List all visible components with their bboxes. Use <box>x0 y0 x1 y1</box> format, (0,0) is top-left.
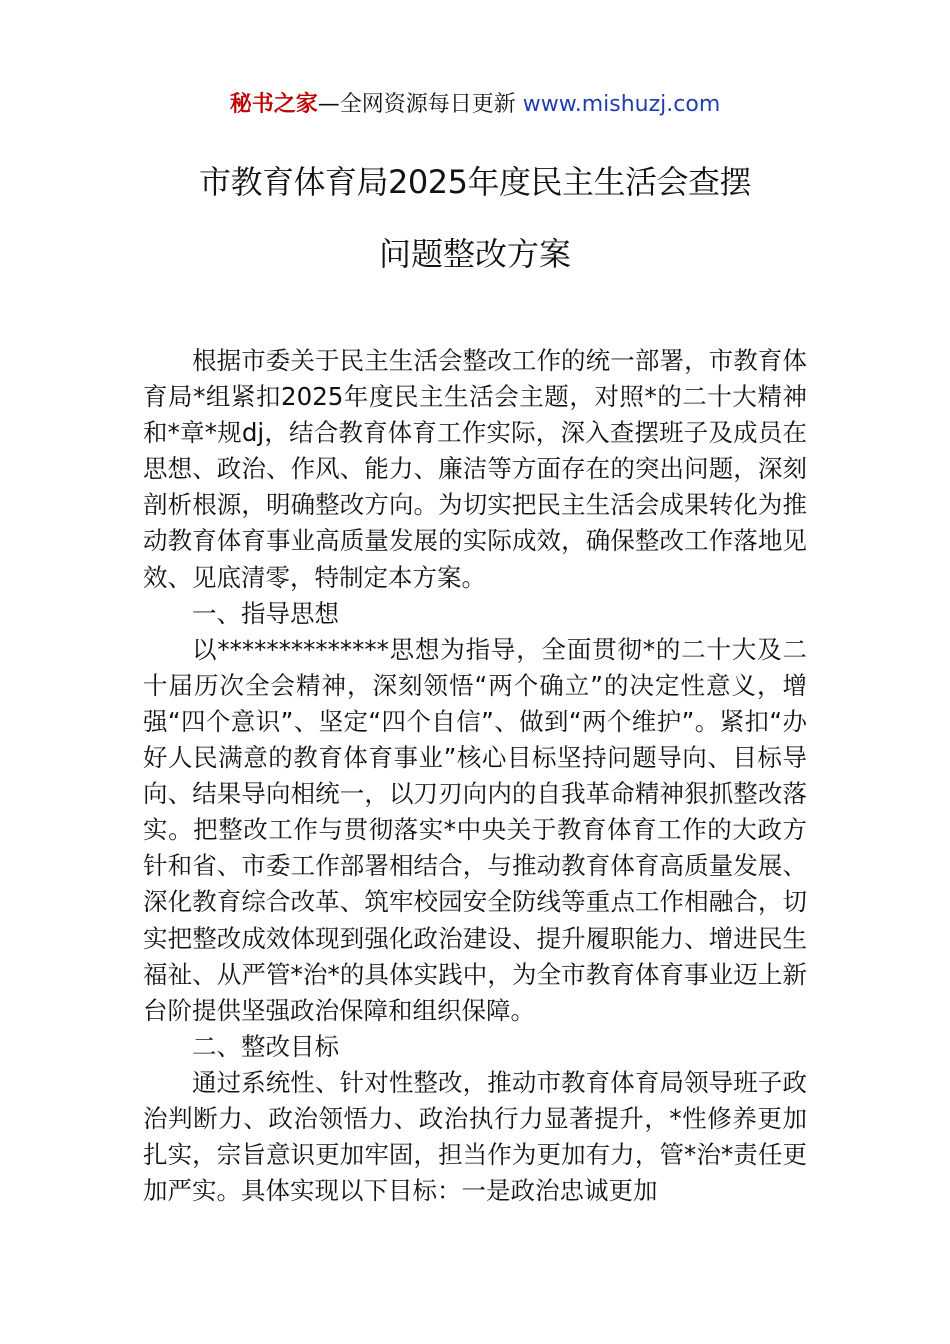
section-heading-rectification-goals: 二、整改目标 <box>192 1031 339 1061</box>
intro-paragraph: 根据市委关于民主生活会整改工作的统一部署，市教育体育局*组紧扣2025年度民主生活会主题，对照*的二十大精神和*章*规dj，结合教育体育工作实际，深入查摆班子及成员在思想、政治、作风、能力、廉洁等方面存在的突出问题，深刻剖析根源，明确整改方向。为切实把民主生活会成果转化为推动教育体育事业高质量发展的实际成效，确保整改工作落地见效、见底清零，特制定本方案。 <box>143 346 807 592</box>
section-heading-guiding-ideology: 一、指导思想 <box>192 598 339 628</box>
site-header <box>0 88 950 122</box>
site-tagline: —全网资源每日更新 <box>317 92 516 117</box>
site-url-link[interactable]: www.mishuzj.com <box>522 92 721 117</box>
document-body <box>143 343 807 1209</box>
rectification-goals-paragraph: 通过系统性、针对性整改，推动市教育体育局领导班子政治判断力、政治领悟力、政治执行力显著提升，*性修养更加扎实，宗旨意识更加牢固，担当作为更加有力，管*治*责任更加严实。具体实现以下目标：一是政治忠诚更加 <box>143 1067 807 1206</box>
document-title <box>0 158 950 278</box>
document-title-line-2: 问题整改方案 <box>378 235 571 273</box>
guiding-ideology-paragraph: 以**************思想为指导，全面贯彻*的二十大及二十届历次全会精神，深刻领悟“两个确立”的决定性意义，增强“四个意识”、坚定“四个自信”、做到“两个维护”。紧扣“办好人民满意的教育体育事业”核心目标坚持问题导向、目标导向、结果导向相统一，以刀刃向内的自我革命精神狠抓整改落实。把整改工作与贯彻落实*中央关于教育体育工作的大政方针和省、市委工作部署相结合，与推动教育体育高质量发展、深化教育综合改革、筑牢校园安全防线等重点工作相融合，切实把整改成效体现到强化政治建设、提升履职能力、增进民生福祉、从严管*治*的具体实践中，为全市教育体育事业迈上新台阶提供坚强政治保障和组织保障。 <box>143 634 807 1025</box>
site-brand: 秘书之家 <box>229 92 318 117</box>
document-title-line-1: 市教育体育局2025年度民主生活会查摆 <box>199 163 751 201</box>
